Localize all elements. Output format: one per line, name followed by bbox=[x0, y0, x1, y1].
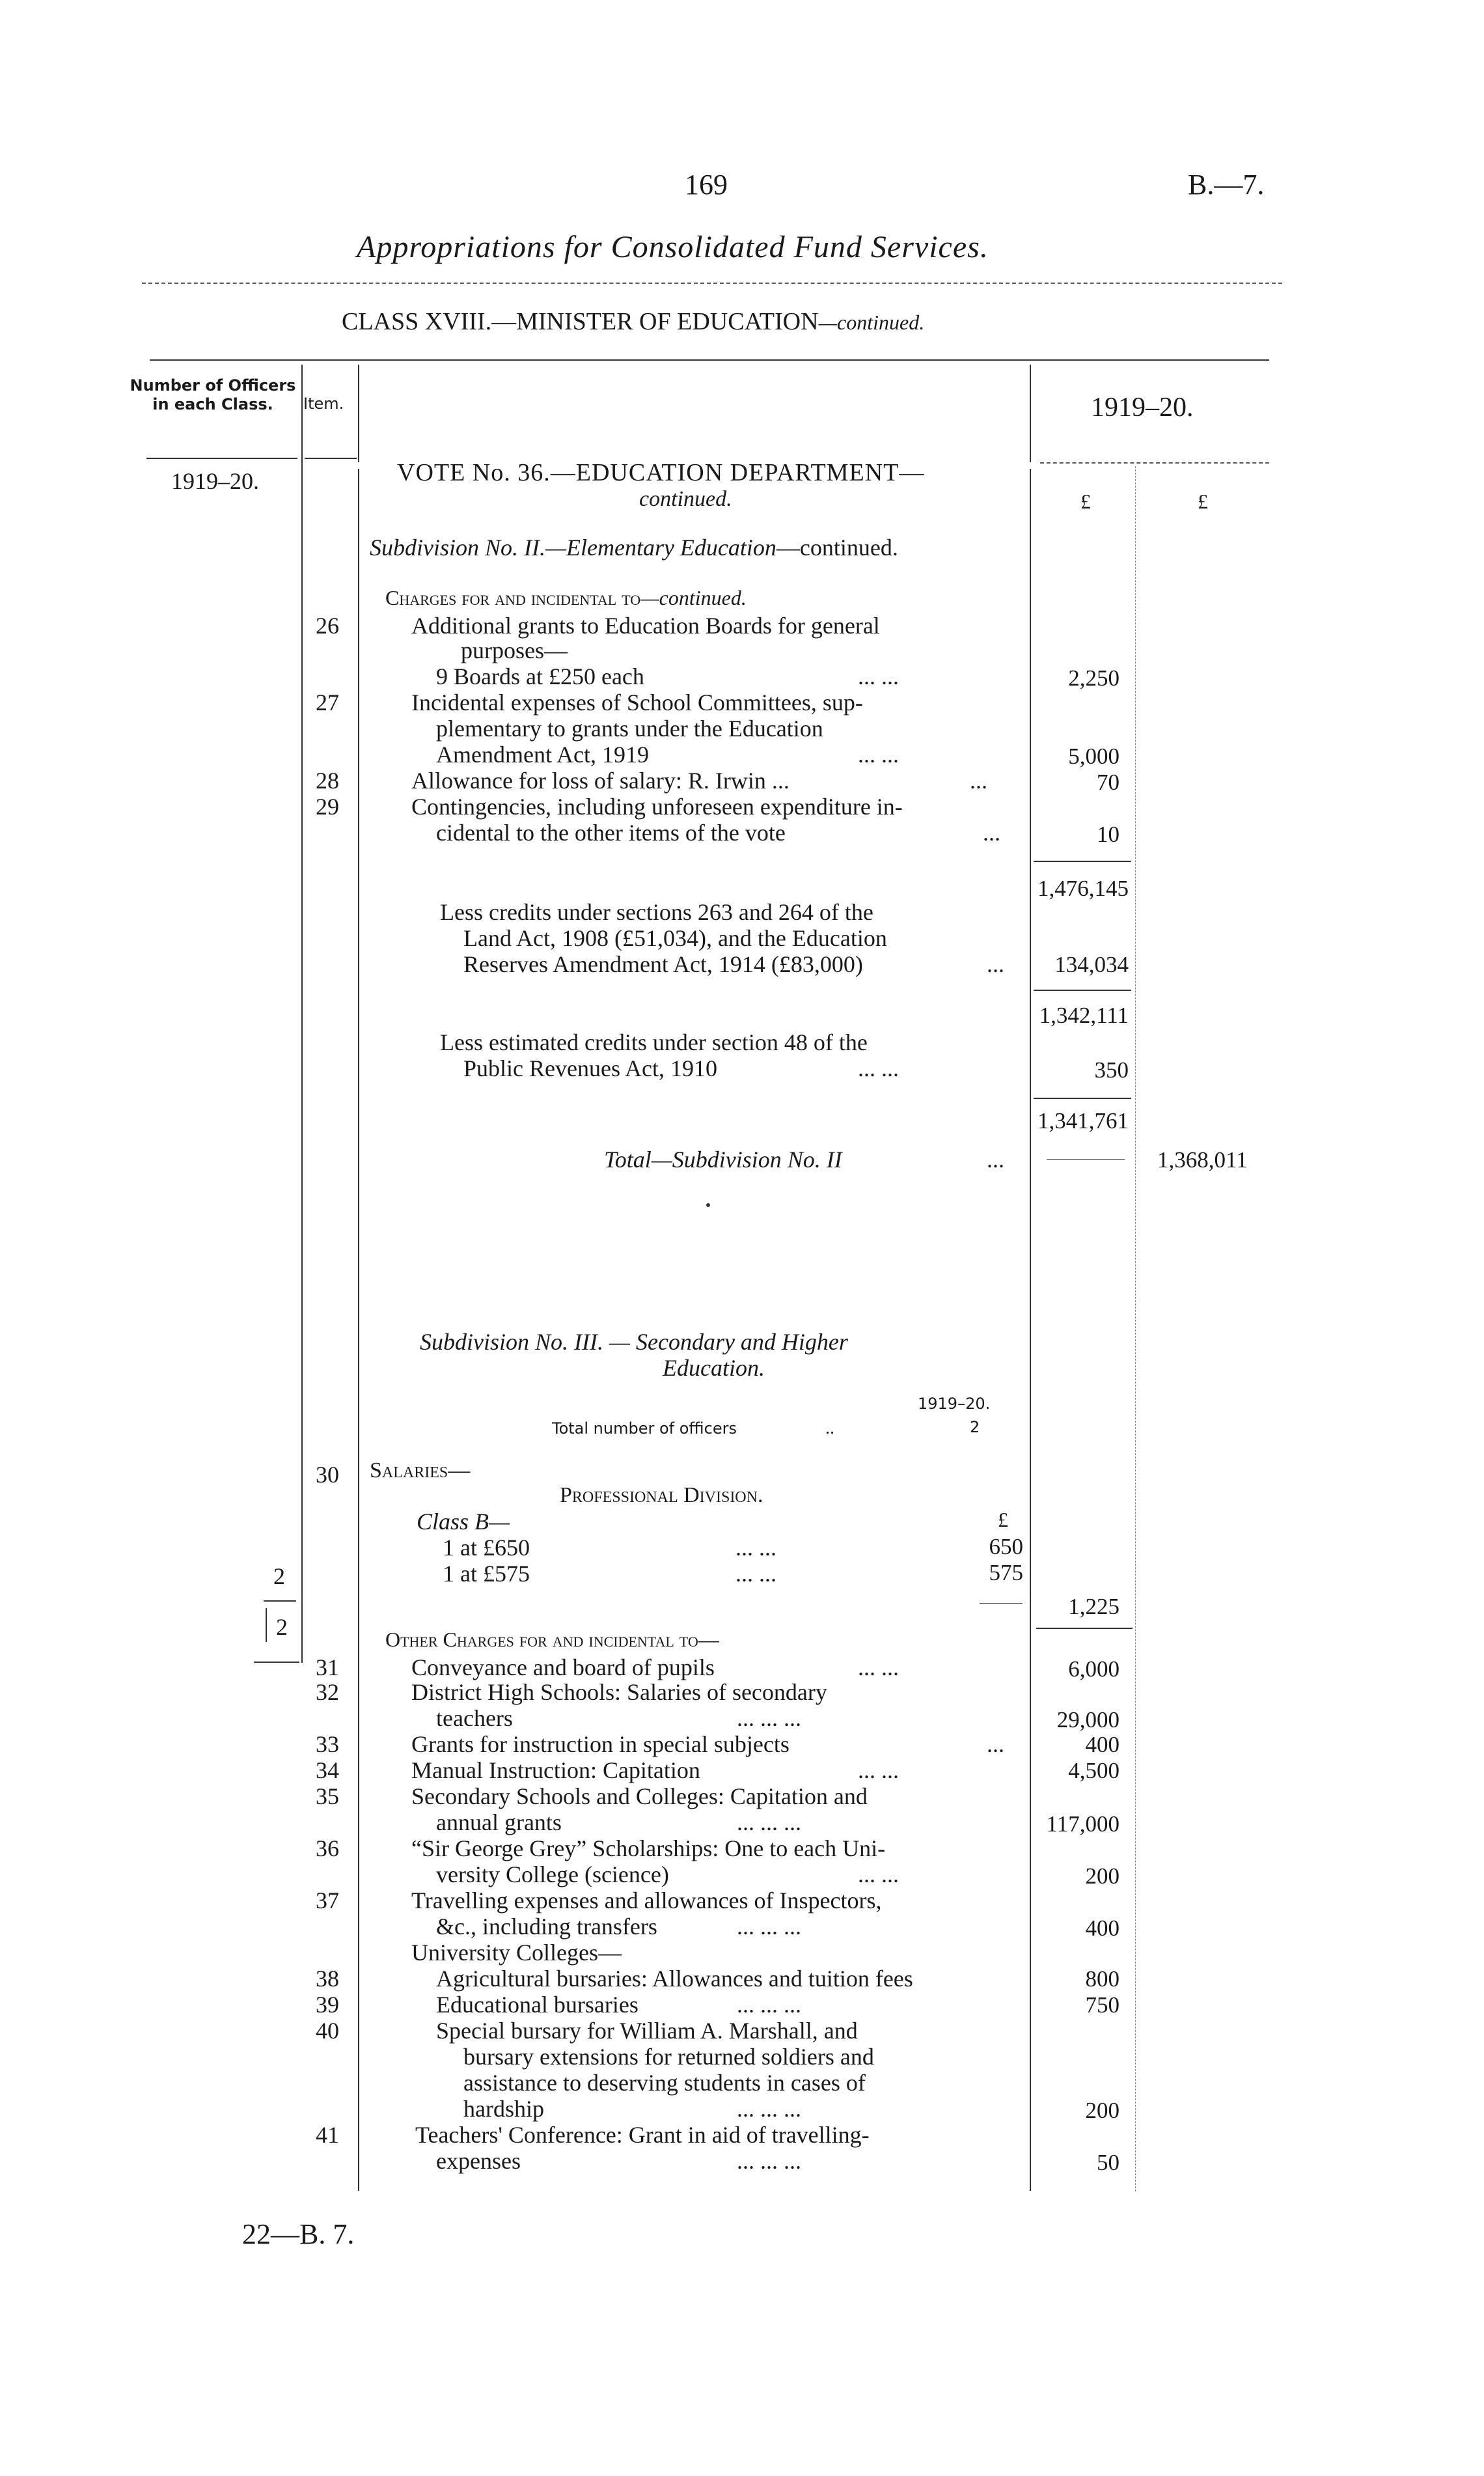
amount-body-line bbox=[1135, 466, 1137, 2191]
item-number: 27 bbox=[316, 689, 339, 716]
item-line: Contingencies, including unforeseen expenditure in- bbox=[411, 794, 903, 820]
officers-total-rule bbox=[254, 1662, 299, 1663]
subtotal-amount: 1,342,111 bbox=[1039, 1003, 1129, 1028]
officers-count: 2 bbox=[273, 1563, 285, 1589]
charges-heading bbox=[385, 586, 747, 610]
professional-division-heading: Professional Division. bbox=[560, 1483, 763, 1507]
item-line: Teachers' Conference: Grant in aid of travelling- bbox=[415, 2122, 870, 2148]
vote-title-continued: continued. bbox=[639, 487, 732, 511]
item-line: Amendment Act, 1919 bbox=[436, 742, 649, 768]
item-line: Grants for instruction in special subjects bbox=[411, 1731, 790, 1757]
credits-amount: 350 bbox=[1094, 1057, 1129, 1083]
pound-sign-col2: £ bbox=[1198, 490, 1208, 513]
salaries-total: 1,225 bbox=[1068, 1594, 1120, 1619]
salary-value: 650 bbox=[989, 1534, 1023, 1559]
item-number: 40 bbox=[316, 2018, 339, 2044]
class-heading bbox=[342, 307, 924, 336]
leader-dots: ... ... ... bbox=[737, 2096, 801, 2122]
item-line: assistance to deserving students in cases of bbox=[463, 2070, 866, 2096]
officers-col-line bbox=[301, 365, 303, 462]
item-line: purposes— bbox=[461, 637, 568, 663]
item-col-line bbox=[358, 365, 359, 462]
item-line: versity College (science) bbox=[436, 1861, 669, 1887]
total-officers-dots: .. bbox=[825, 1418, 834, 1438]
leader-dots: ... ... ... bbox=[737, 1913, 801, 1940]
item-line: Special bursary for William A. Marshall, and bbox=[436, 2018, 858, 2044]
officers-year: 1919–20. bbox=[171, 468, 259, 494]
item-amount: 70 bbox=[1097, 770, 1120, 795]
item-amount: 200 bbox=[1085, 1863, 1120, 1889]
item-number: 26 bbox=[316, 613, 339, 639]
leader-dots: ... ... bbox=[858, 1757, 899, 1783]
item-line: teachers bbox=[436, 1705, 513, 1731]
leader-dots: ... ... ... bbox=[737, 1992, 801, 2018]
class-b-label: Class B— bbox=[417, 1509, 510, 1535]
subtotal-amount: 1,341,761 bbox=[1037, 1108, 1129, 1134]
item-number: 38 bbox=[316, 1966, 339, 1992]
subtotal-rule bbox=[1034, 861, 1131, 862]
item-line: Travelling expenses and allowances of Inspectors, bbox=[411, 1887, 882, 1913]
item-amount: 800 bbox=[1085, 1966, 1120, 1992]
credits-line: Reserves Amendment Act, 1914 (£83,000) bbox=[463, 951, 863, 977]
decorative-dot bbox=[706, 1203, 710, 1207]
item-line: cidental to the other items of the vote bbox=[436, 820, 786, 846]
total-rule bbox=[1047, 1159, 1125, 1160]
item-number: 28 bbox=[316, 768, 339, 794]
credits-line: Land Act, 1908 (£51,034), and the Education bbox=[463, 925, 887, 951]
leader-dots: ... ... bbox=[858, 1654, 899, 1680]
officers-year-label: 1919–20. bbox=[918, 1395, 991, 1413]
amount-header-rule bbox=[1040, 462, 1269, 464]
subtotal-rule bbox=[1034, 990, 1131, 991]
item-number: 37 bbox=[316, 1887, 339, 1913]
page-title: Appropriations for Consolidated Fund Services. bbox=[357, 230, 989, 264]
item-amount: 50 bbox=[1097, 2150, 1120, 2175]
leader-dots: ... ... ... bbox=[737, 1809, 801, 1835]
credits-line: Less estimated credits under section 48 of the bbox=[440, 1029, 868, 1055]
item-amount: 750 bbox=[1085, 1992, 1120, 2018]
officers-column-header: Number of Officers in each Class. bbox=[130, 376, 296, 413]
item-line: Educational bursaries bbox=[436, 1992, 639, 2018]
officers-total-box-left bbox=[266, 1608, 267, 1642]
leader-dots: ... ... bbox=[858, 1055, 899, 1081]
item-line: “Sir George Grey” Scholarships: One to each Uni- bbox=[411, 1835, 886, 1861]
item-line: Incidental expenses of School Committees, sup- bbox=[411, 689, 863, 716]
salary-sum-rule bbox=[980, 1603, 1023, 1604]
total-officers-value: 2 bbox=[970, 1418, 980, 1436]
item-line: District High Schools: Salaries of secondary bbox=[411, 1679, 827, 1705]
item-line: bursary extensions for returned soldiers and bbox=[463, 2044, 874, 2070]
vote-title: VOTE No. 36.—EDUCATION DEPARTMENT— bbox=[397, 459, 925, 486]
total-officers-label: Total number of officers bbox=[552, 1419, 737, 1438]
subtotal-rule bbox=[1034, 1098, 1131, 1099]
subdivision-iii-heading-cont: Education. bbox=[663, 1355, 765, 1381]
salaries-total-rule bbox=[1036, 1628, 1133, 1629]
item-number: 32 bbox=[316, 1679, 339, 1705]
item-line: Allowance for loss of salary: R. Irwin ... bbox=[411, 768, 790, 794]
item-line: hardship bbox=[463, 2096, 544, 2122]
officers-total: 2 bbox=[276, 1614, 288, 1640]
item-number: 39 bbox=[316, 1992, 339, 2018]
item-line: &c., including transfers bbox=[436, 1913, 657, 1940]
leader-dots: ... ... bbox=[858, 742, 899, 768]
desc-body-line bbox=[1030, 469, 1031, 2191]
salary-line: 1 at £575 bbox=[443, 1561, 530, 1587]
item-amount: 117,000 bbox=[1046, 1811, 1120, 1837]
item-body-line bbox=[358, 469, 359, 2191]
item-line: Manual Instruction: Capitation bbox=[411, 1757, 700, 1783]
leader-dots: ... bbox=[987, 1147, 1004, 1173]
salaries-heading: Salaries— bbox=[370, 1458, 471, 1482]
credits-amount: 134,034 bbox=[1054, 952, 1129, 977]
credits-line: Less credits under sections 263 and 264 of the bbox=[440, 899, 873, 925]
leader-dots: ... bbox=[987, 1731, 1004, 1757]
item-amount: 400 bbox=[1085, 1915, 1120, 1941]
leader-dots: ... ... bbox=[858, 663, 899, 689]
item-number: 33 bbox=[316, 1731, 339, 1757]
item-amount: 2,250 bbox=[1068, 665, 1120, 691]
class-heading-main: CLASS XVIII.—MINISTER OF EDUCATION bbox=[342, 308, 819, 335]
subdivision-ii-heading bbox=[370, 534, 898, 561]
item-amount: 4,500 bbox=[1068, 1758, 1120, 1783]
page-number: 169 bbox=[685, 169, 728, 201]
salary-pound-sign: £ bbox=[998, 1508, 1008, 1531]
item-amount: 6,000 bbox=[1068, 1656, 1120, 1682]
officers-header-rule bbox=[146, 458, 297, 459]
footer-signature: 22—B. 7. bbox=[242, 2218, 355, 2250]
leader-dots: ... ... ... bbox=[737, 2148, 801, 2174]
item-line: annual grants bbox=[436, 1809, 562, 1835]
item-header-rule bbox=[305, 458, 357, 459]
leader-dots: ... ... bbox=[858, 1861, 899, 1887]
subdivision-ii-continued: —continued. bbox=[776, 535, 898, 561]
item-amount: 29,000 bbox=[1056, 1707, 1120, 1732]
item-amount: 200 bbox=[1085, 2098, 1120, 2123]
credits-line: Public Revenues Act, 1910 bbox=[463, 1055, 717, 1081]
charges-heading-continued: —continued. bbox=[640, 586, 747, 609]
leader-dots: ... bbox=[970, 768, 987, 794]
item-number: 29 bbox=[316, 794, 339, 820]
item-number: 30 bbox=[316, 1462, 339, 1488]
other-charges-heading: Other Charges for and incidental to— bbox=[385, 1628, 719, 1651]
title-rule bbox=[142, 283, 1282, 284]
item-number: 35 bbox=[316, 1783, 339, 1809]
subdivision-iii-heading: Subdivision No. III. — Secondary and Higher bbox=[420, 1329, 848, 1355]
leader-dots: ... bbox=[983, 820, 1000, 846]
officers-body-line bbox=[301, 460, 303, 1663]
leader-dots: ... ... bbox=[735, 1561, 776, 1587]
leader-dots: ... ... bbox=[735, 1535, 776, 1561]
officers-count-rule bbox=[264, 1600, 296, 1602]
item-number: 36 bbox=[316, 1835, 339, 1861]
salary-line: 1 at £650 bbox=[443, 1535, 530, 1561]
charges-heading-text: Charges for and incidental to bbox=[385, 586, 641, 609]
item-line: Conveyance and board of pupils bbox=[411, 1654, 715, 1680]
item-amount: 10 bbox=[1097, 822, 1120, 847]
class-heading-continued: —continued. bbox=[818, 311, 925, 334]
item-amount: 400 bbox=[1085, 1732, 1120, 1757]
university-colleges-heading: University Colleges— bbox=[411, 1940, 622, 1966]
total-subdivision-ii-label: Total—Subdivision No. II bbox=[604, 1147, 842, 1173]
item-amount: 5,000 bbox=[1068, 744, 1120, 769]
item-line: Agricultural bursaries: Allowances and tuition fees bbox=[436, 1966, 913, 1992]
table-top-rule bbox=[150, 359, 1269, 361]
subdivision-ii-title: Subdivision No. II.—Elementary Education bbox=[370, 535, 776, 561]
leader-dots: ... ... ... bbox=[737, 1705, 801, 1731]
item-line: expenses bbox=[436, 2148, 521, 2174]
year-column-header: 1919–20. bbox=[1091, 393, 1194, 423]
item-number: 34 bbox=[316, 1757, 339, 1783]
subtotal-amount: 1,476,145 bbox=[1037, 876, 1129, 901]
item-number: 41 bbox=[316, 2122, 339, 2148]
document-reference: B.—7. bbox=[1188, 169, 1265, 201]
item-line: 9 Boards at £250 each bbox=[436, 663, 644, 689]
item-line: Secondary Schools and Colleges: Capitation and bbox=[411, 1783, 868, 1809]
desc-col-line-top bbox=[1030, 365, 1031, 462]
salary-value: 575 bbox=[989, 1560, 1023, 1585]
item-line: Additional grants to Education Boards for general bbox=[411, 613, 880, 639]
item-column-header: Item. bbox=[303, 395, 344, 413]
item-number: 31 bbox=[316, 1654, 339, 1680]
total-subdivision-ii-amount: 1,368,011 bbox=[1157, 1147, 1248, 1173]
leader-dots: ... bbox=[987, 951, 1004, 977]
pound-sign-col1: £ bbox=[1080, 490, 1091, 513]
item-line: plementary to grants under the Education bbox=[436, 716, 823, 742]
